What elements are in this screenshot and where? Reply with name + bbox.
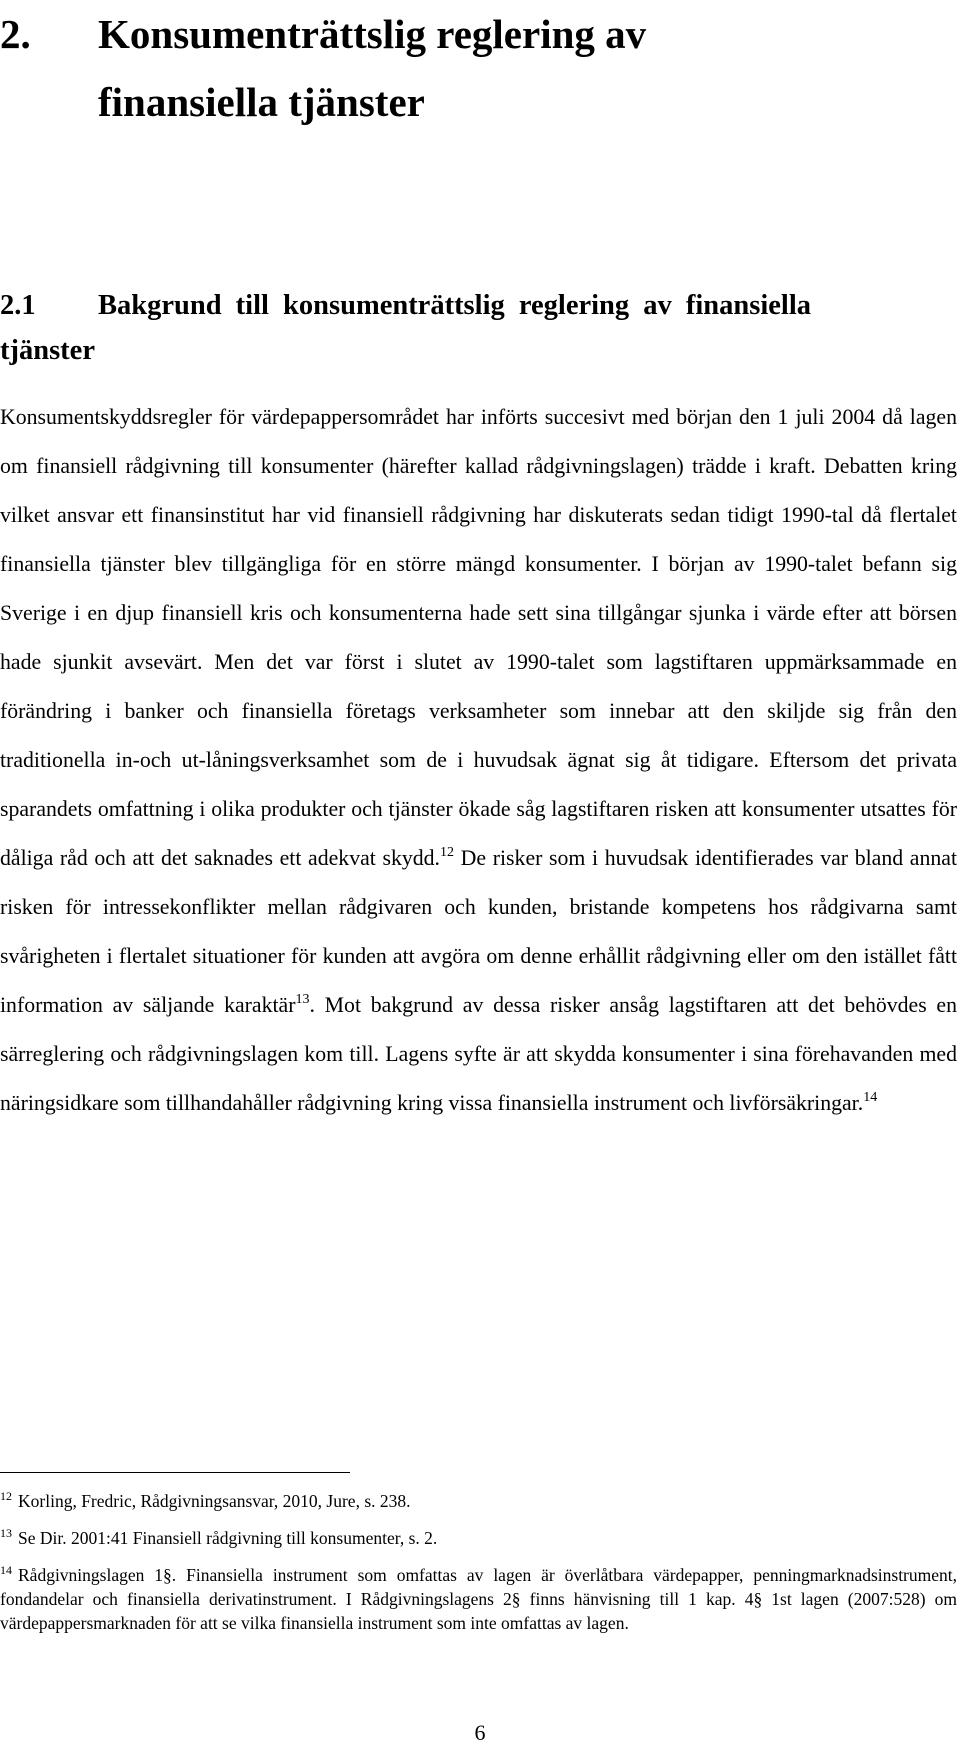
footnotes: [0, 1489, 957, 1648]
paragraph-part-1: Konsumentskyddsregler för värdepappersområdet har införts succesivt med början den 1 juli 2004 då lagen om finansiell rådgivning till konsumenter (härefter kallad rådgivningslagen) trädde i kraft. Debatten kring vilket ansvar ett finansinstitut har vid finansiell rådgivning har diskuterats sedan tidigt 1990-tal då flertalet finansiella tjänster blev tillgängliga för en större mängd konsumenter. I början av 1990-talet befann sig Sverige i en djup finansiell kris och konsumenterna hade sett sina tillgångar sjunka i värde efter att börsen hade sjunkit avsevärt. Men det var först i slutet av 1990-talet som lagstiftaren uppmärksammade en förändring i banker och finansiella företags verksamheter som innebar att den skiljde sig från den traditionella in-och ut-låningsverksamhet som de i huvudsak ägnat sig åt tidigare. Eftersom det privata sparandets omfattning i olika produkter och tjänster ökade såg lagstiftaren risken att konsumenter utsattes för dåliga råd och att det saknades ett adekvat skydd.: [0, 405, 957, 870]
page-number: 6: [474, 1720, 486, 1745]
chapter-number: 2.: [0, 11, 31, 57]
section-title-line-2: tjänster: [0, 335, 95, 366]
section-heading: [0, 283, 960, 373]
footnote-12: [0, 1489, 957, 1513]
chapter-title-line-2: finansiella tjänster: [98, 79, 425, 125]
paragraph-part-3: . Mot bakgrund av dessa risker ansåg lagstiftaren att det behövdes en särreglering och rådgivningslagen kom till. Lagens syfte är att skydda konsumenter i sina förehavanden med näringsidkare som tillhandahåller rådgivning kring vissa finansiella instrument och livförsäkringar.: [0, 993, 958, 1115]
footnote-text: Rådgivningslagen 1§. Finansiella instrument som omfattas av lagen är överlåtbara värdepapper, penningmarknadsinstrument, fondandelar och finansiella derivatinstrument. I Rådgivningslagens 2§ finns hänvisning till 1 kap. 4§ 1st lagen (2007:528) om värdepappersmarknaden för att se vilka finansiella instrument som inte omfattas av lagen.: [0, 1565, 957, 1633]
body-paragraph: [0, 393, 957, 1128]
footnote-ref-12[interactable]: 12: [440, 845, 455, 860]
footnote-13: [0, 1526, 957, 1550]
footnote-number: 13: [0, 1526, 12, 1540]
paragraph-part-2: De risker som i huvudsak identifierades var bland annat risken för intressekonflikter mellan rådgivaren och kunden, bristande kompetens hos rådgivarna samt svårigheten i flertalet situationer för kunden att avgöra om denne erhållit rådgivning eller om den istället fått information av säljande karaktär: [0, 846, 957, 1017]
section-title-line-1: Bakgrund till konsumenträttslig reglering av finansiella: [98, 290, 811, 321]
footnote-14: [0, 1563, 957, 1635]
footnote-number: 14: [0, 1563, 12, 1577]
footnote-number: 12: [0, 1489, 12, 1503]
footnote-ref-14[interactable]: 14: [863, 1090, 878, 1105]
chapter-title-line-1: Konsumenträttslig reglering av: [98, 11, 647, 57]
footnote-text: Korling, Fredric, Rådgivningsansvar, 2010, Jure, s. 238.: [18, 1491, 411, 1511]
footnote-separator: [0, 1472, 350, 1473]
footnote-ref-13[interactable]: 13: [295, 992, 310, 1007]
section-number: 2.1: [0, 290, 36, 321]
footnote-text: Se Dir. 2001:41 Finansiell rådgivning till konsumenter, s. 2.: [18, 1528, 438, 1548]
chapter-heading: [0, 0, 900, 136]
